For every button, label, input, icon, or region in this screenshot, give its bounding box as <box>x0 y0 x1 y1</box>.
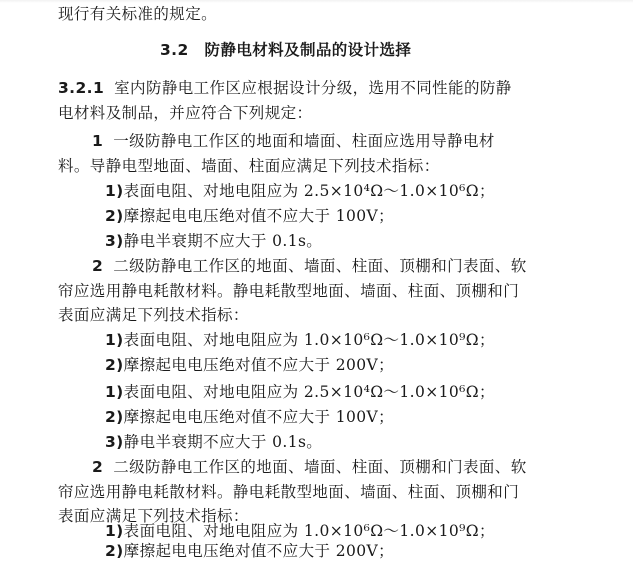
section-heading: 3.2 防静电材料及制品的设计选择 <box>160 41 412 59</box>
sub-item-number: 3) <box>105 433 124 451</box>
sub-item-number: 1) <box>105 182 124 200</box>
sub-item-line: 1)表面电阻、对地电阻应为 1.0×10⁶Ω～1.0×10⁹Ω； <box>105 331 495 349</box>
sub-item-number: 2) <box>105 207 124 225</box>
sub-item-line: 2)摩擦起电电压绝对值不应大于 100V； <box>105 408 394 426</box>
sub-item-number: 2) <box>105 408 124 426</box>
sub-item-line: 2)摩擦起电电压绝对值不应大于 100V； <box>105 207 394 225</box>
text-line: 电材料及制品，并应符合下列规定： <box>58 104 313 122</box>
sub-item-number: 3) <box>105 232 124 250</box>
sub-item-number: 2) <box>105 542 124 560</box>
text-line: 帘应选用静电耗散材料。静电耗散型地面、墙面、柱面、顶棚和门 <box>58 483 520 501</box>
text-line: 现行有关标准的规定。 <box>58 5 218 23</box>
sub-item-line: 1)表面电阻、对地电阻应为 1.0×10⁶Ω～1.0×10⁹Ω； <box>105 522 495 540</box>
item-line: 1 一级防静电工作区的地面和墙面、柱面应选用导静电材 <box>92 132 495 150</box>
clause-number: 3.2.1 <box>58 79 105 97</box>
sub-item-number: 1) <box>105 383 124 401</box>
sub-item-line: 2)摩擦起电电压绝对值不应大于 200V； <box>105 356 394 374</box>
text-line: 帘应选用静电耗散材料。静电耗散型地面、墙面、柱面、顶棚和门 <box>58 282 520 300</box>
item-line: 2 二级防静电工作区的地面、墙面、柱面、顶棚和门表面、软 <box>92 458 527 476</box>
item-number: 1 <box>92 132 104 150</box>
sub-item-number: 1) <box>105 331 124 349</box>
item-line: 2 二级防静电工作区的地面、墙面、柱面、顶棚和门表面、软 <box>92 257 527 275</box>
sub-item-number: 1) <box>105 522 124 540</box>
sub-item-line: 2)摩擦起电电压绝对值不应大于 200V； <box>105 542 394 560</box>
text-line: 表面应满足下列技术指标： <box>58 306 249 324</box>
sub-item-line: 3)静电半衰期不应大于 0.1s。 <box>105 232 323 250</box>
text-line: 料。导静电型地面、墙面、柱面应满足下列技术指标： <box>58 157 440 175</box>
item-number: 2 <box>92 458 104 476</box>
item-number: 2 <box>92 257 104 275</box>
clause-line: 3.2.1 室内防静电工作区应根据设计分级，选用不同性能的防静 <box>58 79 512 97</box>
top-crop-edge <box>0 0 633 3</box>
text-line: 表面应满足下列技术指标： <box>58 507 249 525</box>
sub-item-number: 2) <box>105 356 124 374</box>
sub-item-line: 3)静电半衰期不应大于 0.1s。 <box>105 433 323 451</box>
sub-item-line: 1)表面电阻、对地电阻应为 2.5×10⁴Ω～1.0×10⁶Ω； <box>105 182 495 200</box>
sub-item-line: 1)表面电阻、对地电阻应为 2.5×10⁴Ω～1.0×10⁶Ω； <box>105 383 495 401</box>
